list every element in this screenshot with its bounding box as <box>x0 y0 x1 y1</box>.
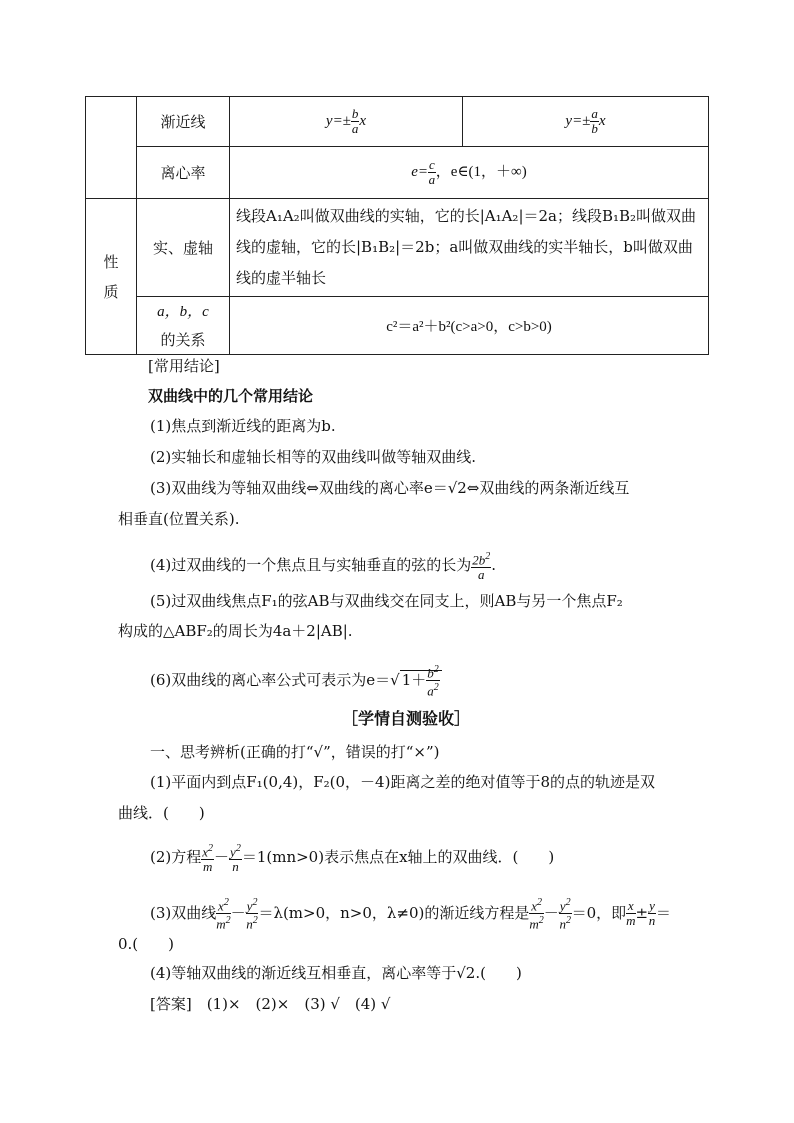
axes-label: 实、虚轴 <box>137 199 230 297</box>
asymptote-eq-2: y=± $\frac{a}{b}$ x <box>463 97 709 147</box>
asymptote-label: 渐近线 <box>137 97 230 147</box>
relation-eq: c²＝a²＋b²(c>a>0，c>b>0) <box>230 297 709 355</box>
conclusion-tag: [常用结论] <box>148 357 220 375</box>
hyperbola-properties-table <box>85 96 709 355</box>
conclusion-2: (2)实轴长和虚轴长相等的双曲线叫做等轴双曲线. <box>150 448 477 466</box>
empty-cell <box>86 97 137 199</box>
conclusion-heading: 双曲线中的几个常用结论 <box>148 387 314 405</box>
conclusion-5b: 构成的△ABF₂的周长为4a＋2|AB|. <box>118 622 353 640</box>
section-title: ［学情自测验收］ <box>342 709 471 728</box>
exercise-intro: 一、思考辨析(正确的打“√”，错误的打“×”) <box>150 743 440 761</box>
question-2: (2)方程 $\frac{x^2}{m}$ － $\frac{y^2}{n}$ ＝1(mn>0)表示焦点在x轴上的双曲线．( ) <box>150 843 555 875</box>
question-1b: 曲线．( ) <box>118 804 205 822</box>
property-label: 性 质 <box>86 199 137 355</box>
question-3b: 0.( ) <box>118 935 175 953</box>
conclusion-6: (6)双曲线的离心率公式可表示为e＝√ 1＋ $\frac{b^2}{a^2}$ <box>150 663 442 699</box>
question-4: (4)等轴双曲线的渐近线互相垂直，离心率等于√2.( ) <box>150 964 522 982</box>
conclusion-3b: 相垂直(位置关系). <box>118 510 240 528</box>
conclusion-3a: (3)双曲线为等轴双曲线⇔双曲线的离心率e＝√2⇔双曲线的两条渐近线互 <box>150 479 630 497</box>
asymptote-eq-1: y=± $\frac{b}{a}$ x <box>230 97 463 147</box>
conclusion-4: (4)过双曲线的一个焦点且与实轴垂直的弦的长为 $\frac{2b^2}{a}$ . <box>150 551 497 583</box>
axes-text: 线段A₁A₂叫做双曲线的实轴，它的长|A₁A₂|＝2a；线段B₁B₂叫做双曲线的虚轴，它的长|B₁B₂|＝2b；a叫做双曲线的实半轴长，b叫做双曲线的虚半轴长 <box>230 199 709 297</box>
relation-label: a，b，c 的关系 <box>137 297 230 355</box>
conclusion-5a: (5)过双曲线焦点F₁的弦AB与双曲线交在同支上，则AB与另一个焦点F₂ <box>150 592 623 610</box>
eccentricity-label: 离心率 <box>137 147 230 199</box>
question-3: (3)双曲线 $\frac{x^2}{m^2}$ － $\frac{y^2}{n^2}$ ＝λ(m>0，n>0，λ≠0)的渐近线方程是 $\frac{x^2}{m^2}$ － $\frac{y^2}{n^2}$ ＝0，即 $\frac{x}{m}$ ± $\frac{y}{n}$ ＝ <box>150 897 671 932</box>
eccentricity-eq: e= $\frac{c}{a}$ ，e∈(1，＋∞) <box>230 147 709 199</box>
conclusion-1: (1)焦点到渐近线的距离为b. <box>150 417 336 435</box>
question-1a: (1)平面内到点F₁(0,4)，F₂(0，－4)距离之差的绝对值等于8的点的轨迹是双 <box>150 773 655 791</box>
answer-key: [答案] (1)× (2)× (3) √ (4) √ <box>150 995 391 1013</box>
